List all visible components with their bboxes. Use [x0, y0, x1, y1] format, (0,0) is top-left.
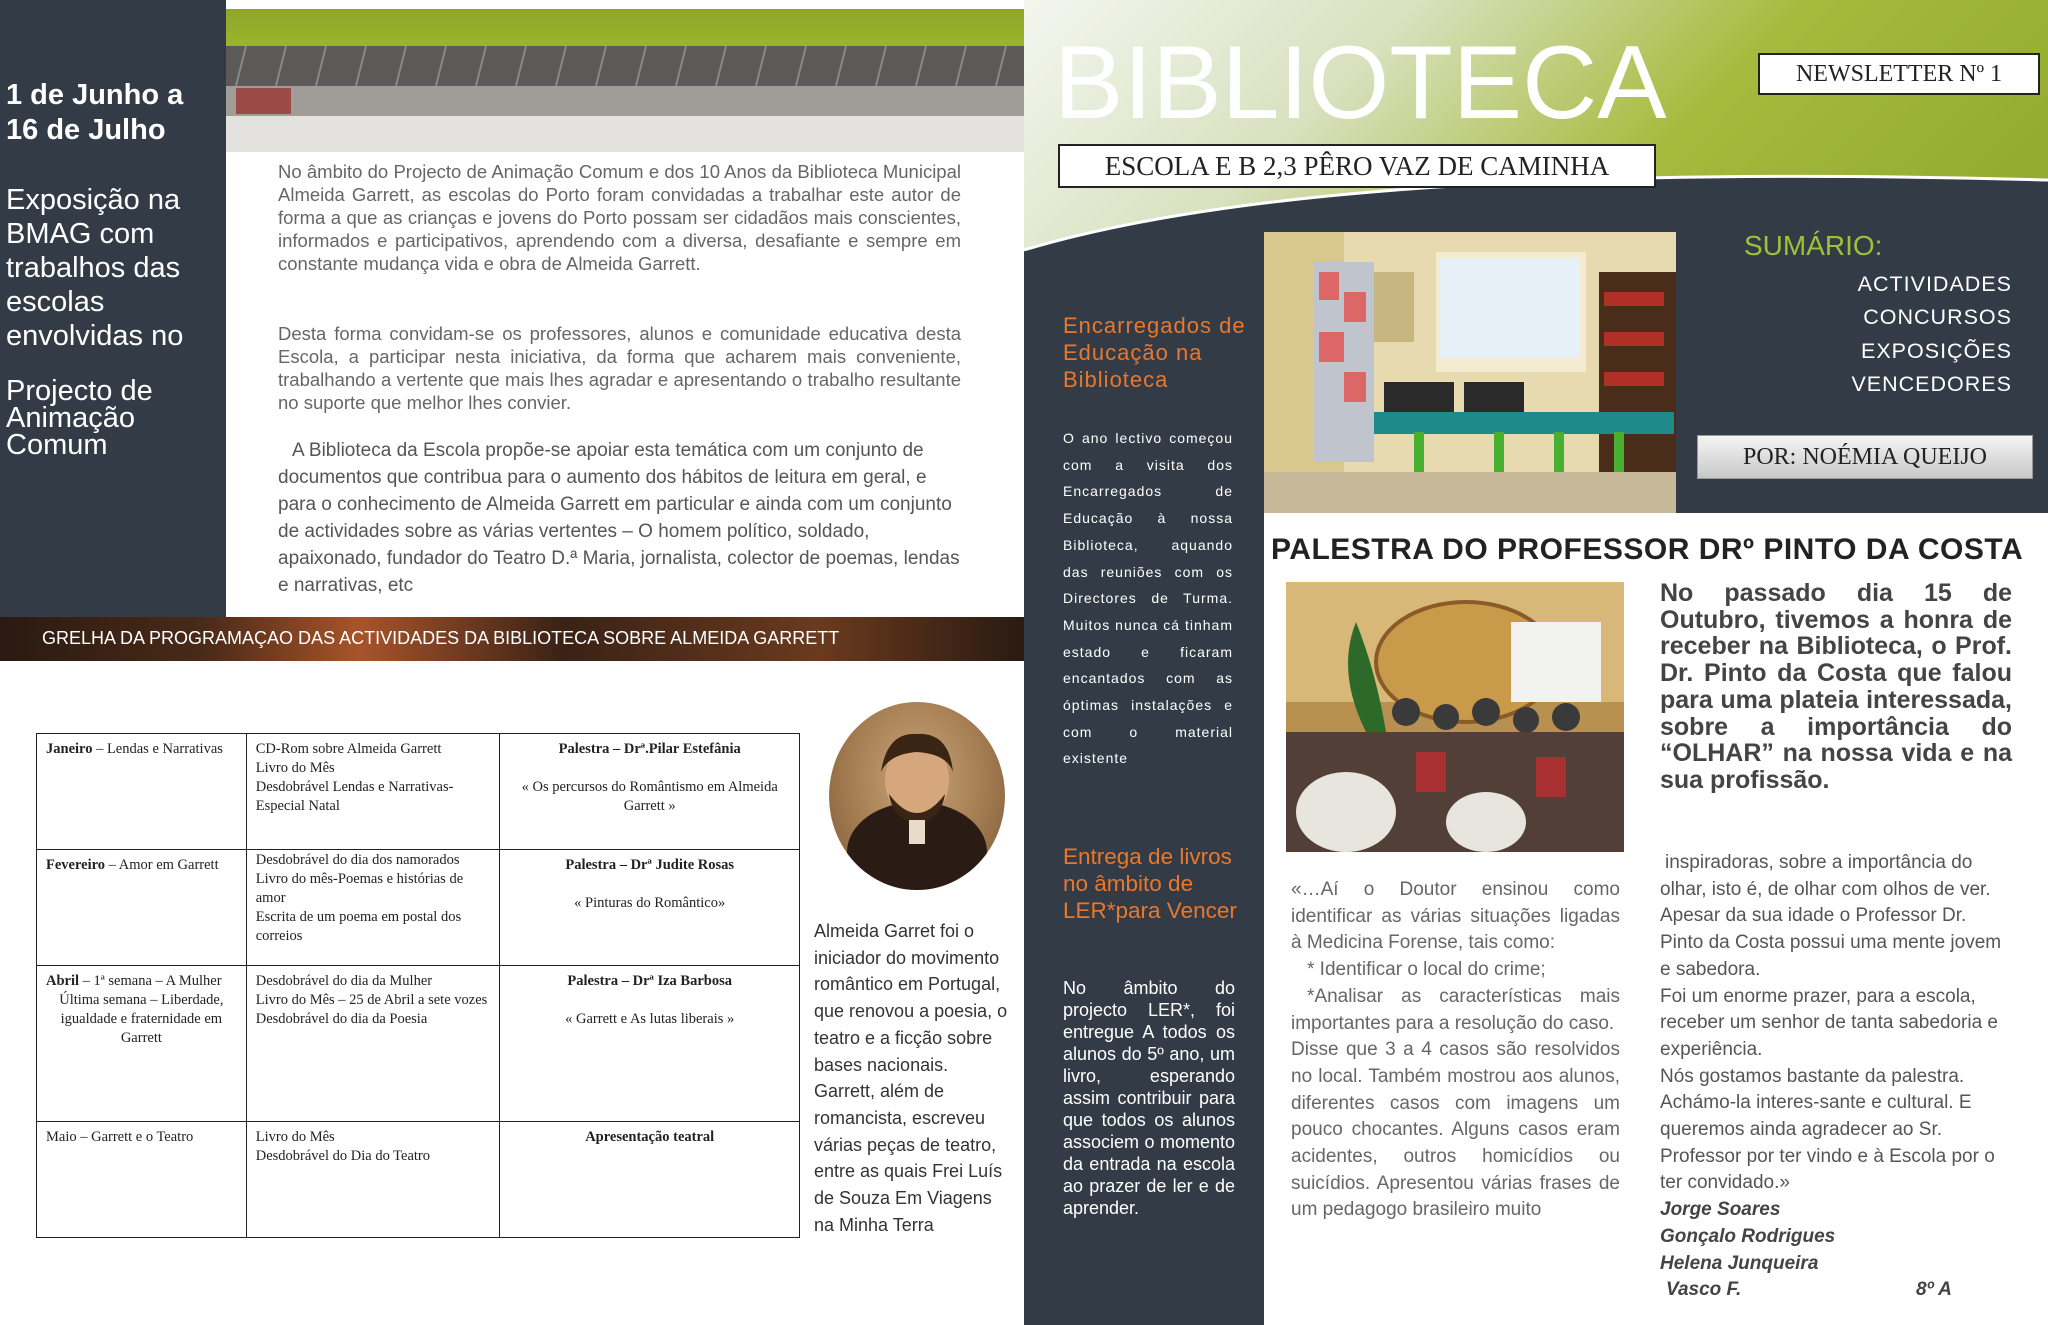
project-name: Projecto de Animação Comum: [6, 375, 153, 461]
signature: Helena Junqueira: [1660, 1252, 1819, 1274]
exhibition-date: 1 de Junho a 16 de Julho: [6, 79, 184, 146]
school-name: ESCOLA E B 2,3 PÊRO VAZ DE CAMINHA: [1058, 144, 1656, 188]
article-lead: No passado dia 15 de Outubro, tivemos a honra de receber na Biblioteca, o Prof. Dr. Pinto da Costa que falou para uma plateia interessada, sobre a importância do “OLHAR” na nossa vida e na sua profissão.: [1660, 579, 2012, 794]
summary-item: VENCEDORES: [1851, 372, 2012, 396]
intro-paragraph-1: No âmbito do Projecto de Animação Comum e dos 10 Anos da Biblioteca Municipal Almeida Garrett, as escolas do Porto foram convidadas a trabalhar este autor de forma a que as crianças e jovens do Porto possam ser cidadãos mais conscientes, informados e participativos, aprendendo com a diversa, desafiante e sempre em constante mudança vida e obra de Almeida Garrett.: [278, 161, 961, 274]
table-cell-talk: Apresentação teatral: [500, 1122, 800, 1238]
summary-item: ACTIVIDADES: [1857, 272, 2012, 296]
talk-photo: [1286, 582, 1624, 852]
library-photo: [1264, 232, 1676, 513]
newsletter-title: BIBLIOTECA: [1054, 25, 1667, 141]
class-label: 8º A: [1916, 1279, 1952, 1301]
top-left-bar: [226, 0, 1024, 46]
garrett-bio: Almeida Garret foi o iniciador do movimento romântico em Portugal, que renovou a poesia, o teatro e a ficção sobre bases nacionais. Garrett, além de romancista, escreveu várias peças de teatro, entre as quais Frei Luís de Souza Em Viagens na Minha Terra: [814, 921, 1008, 1235]
table-cell-items: Livro do Mês Desdobrável do Dia do Teatro: [246, 1122, 500, 1238]
table-cell-talk: Palestra – Drª Judite Rosas « Pinturas do Romântico»: [500, 850, 800, 966]
intro-paragraph-3: A Biblioteca da Escola propõe-se apoiar esta temática com um conjunto de documentos que contribua para o aumento dos hábitos de leitura em geral, e para o conhecimento de Almeida Garrett em particular e ainda com um conjunto de actividades sobre as várias vertentes – O homem político, soldado, apaixonado, fundador do Teatro D.ª Maria, jornalista, colector de poemas, lendas e narrativas, etc: [278, 440, 960, 596]
signature: Gonçalo Rodrigues: [1660, 1225, 1836, 1247]
programme-banner-text: GRELHA DA PROGRAMAÇAO DAS ACTIVIDADES DA BIBLIOTECA SOBRE ALMEIDA GARRETT: [42, 628, 840, 648]
article-title: PALESTRA DO PROFESSOR DRº PINTO DA COSTA: [1271, 533, 2024, 566]
encarregados-title: Encarregados de Educação na Biblioteca: [1063, 313, 1246, 392]
summary-item: EXPOSIÇÕES: [1861, 339, 2012, 363]
garrett-portrait: [829, 702, 1005, 890]
table-cell-items: CD-Rom sobre Almeida Garrett Livro do Mês Desdobrável Lendas e Narrativas- Especial Natal: [246, 734, 500, 850]
table-row: [37, 734, 800, 850]
article-column-a: «…Aí o Doutor ensinou como identificar as várias situações ligadas à Medicina Forense, tais como: * Identificar o local do crime; *Analisar as características mais importantes para a resolução do caso. Disse que 3 a 4 casos são resolvidos no local. Também mostrou aos alunos, diferentes casos com imagens um pouco chocantes. Alguns casos eram acidentes, outros homicídios ou suicídios. Apresentou várias frases de um pedagogo brasileiro muito: [1291, 879, 1620, 1221]
exhibition-text: Exposição na BMAG com trabalhos das escolas envolvidas no: [6, 184, 184, 352]
programme-banner: [0, 617, 1024, 661]
entrega-text: No âmbito do projecto LER*, foi entregue A todos os alunos do 5º ano, um livro, esperando assim contribuir para que todos os alunos associem o momento da entrada na escola ao prazer de ler e de aprender.: [1063, 978, 1235, 1218]
table-cell-items: Desdobrável do dia dos namorados Livro do mês-Poemas e histórias de amor Escrita de um poema em postal dos correios: [246, 850, 500, 966]
building-photo: [226, 46, 1024, 152]
table-cell-month: Maio – Garrett e o Teatro: [37, 1122, 247, 1238]
summary-title: SUMÁRIO:: [1744, 230, 1883, 261]
table-row: [37, 966, 800, 1122]
author-box: POR: NOÉMIA QUEIJO: [1697, 435, 2033, 479]
encarregados-text: O ano lectivo começou com a visita dos Encarregados de Educação à nossa Biblioteca, aquando das reuniões com os Directores de Turma. Muitos nunca cá tinham estado e ficaram encantados com as óptimas instalações e com o material existente: [1063, 430, 1233, 767]
summary-item: CONCURSOS: [1863, 305, 2012, 329]
table-cell-talk: Palestra – Drª Iza Barbosa « Garrett e As lutas liberais »: [500, 966, 800, 1122]
signature: Jorge Soares: [1660, 1199, 1781, 1221]
programme-table: [36, 733, 800, 1238]
table-cell-items: Desdobrável do dia da Mulher Livro do Mês – 25 de Abril a sete vozes Desdobrável do dia da Poesia: [246, 966, 500, 1122]
table-row: [37, 850, 800, 966]
signature: Vasco F. 8º A: [1660, 1277, 2012, 1304]
table-cell-month: Janeiro – Lendas e Narrativas: [37, 734, 247, 850]
entrega-title: Entrega de livros no âmbito de LER*para Vencer: [1063, 844, 1237, 923]
table-cell-talk: Palestra – Drª.Pilar Estefânia « Os percursos do Romântismo em Almeida Garrett »: [500, 734, 800, 850]
table-cell-month: Fevereiro – Amor em Garrett: [37, 850, 247, 966]
table-row: [37, 1122, 800, 1238]
article-column-b: inspiradoras, sobre a importância do olhar, isto é, de olhar com olhos de ver. Apesar da sua idade o Professor Dr. Pinto da Costa possui uma mente jovem e sabedora. Foi um enorme prazer, para a escola, receber um senhor de tanta sabedoria e experiência. Nós gostamos bastante da palestra. Achámo-la interes-sante e cultural. E queremos ainda agradecer ao Sr. Professor por ter vindo e à Escola por o ter convidado.» Jorge Soares Gonçalo Rodrigues Helena Junqueira Vasco F. 8º A: [1660, 850, 2012, 1304]
table-cell-month: Abril – 1ª semana – A Mulher Última semana – Liberdade, igualdade e fraternidade em Garrett: [37, 966, 247, 1122]
intro-paragraph-2: Desta forma convidam-se os professores, alunos e comunidade educativa desta Escola, a participar nesta iniciativa, da forma que acharem mais conveniente, trabalhando a vertente que mais lhes agradar e apresentando o trabalho resultante no suporte que melhor lhes convier.: [278, 323, 961, 413]
newsletter-number: NEWSLETTER Nº 1: [1758, 53, 2040, 95]
